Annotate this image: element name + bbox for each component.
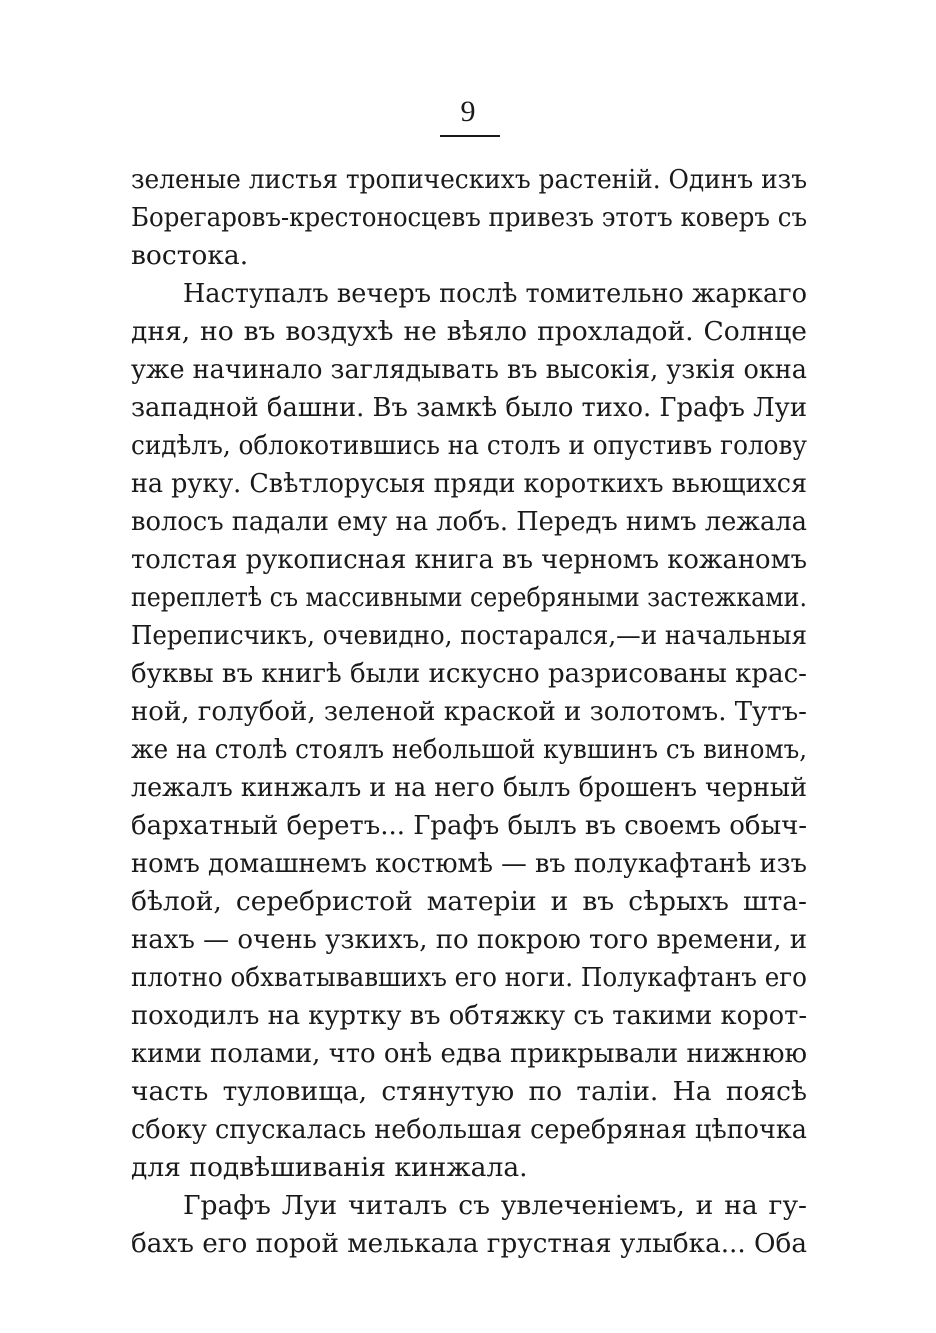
text-line: сидѣлъ, облокотившись на столъ и опустивъ голову — [131, 430, 807, 461]
text-line: востока. — [131, 240, 249, 271]
text-line: же на столѣ стоялъ небольшой кувшинъ съ виномъ, — [131, 734, 808, 765]
text-line: волосъ падали ему на лобъ. Передъ нимъ лежала — [131, 506, 807, 537]
text-line: лежалъ кинжалъ и на него былъ брошенъ черный — [131, 772, 808, 803]
text-line: толстая рукописная книга въ черномъ кожаномъ — [131, 544, 808, 575]
text-line: зеленые листья тропическихъ растеній. Одинъ изъ — [131, 164, 808, 195]
text-line: плотно обхватывавшихъ его ноги. Полукафтанъ его — [131, 962, 807, 993]
page-number-rule — [440, 135, 500, 137]
text-line: западной башни. Въ замкѣ было тихо. Графъ Луи — [131, 392, 808, 423]
text-line: ной, голубой, зеленой краской и золотомъ. Тутъ- — [131, 696, 807, 727]
body-text — [131, 161, 807, 1263]
text-line: бахъ его порой мелькала грустная улыбка... Оба — [131, 1228, 807, 1259]
paragraph — [131, 275, 807, 1187]
text-line: уже начинало заглядывать въ высокія, узкія окна — [131, 354, 807, 385]
text-line: Наступалъ вечеръ послѣ томительно жаркаго — [182, 278, 807, 309]
text-line: походилъ на куртку въ обтяжку съ такими корот- — [131, 1000, 808, 1031]
text-line: бархатный беретъ... Графъ былъ въ своемъ обыч- — [131, 810, 808, 841]
text-line: часть туловища, стянутую по таліи. На поясѣ — [131, 1076, 807, 1107]
text-line: переплетѣ съ массивными серебряными застежками. — [131, 582, 807, 613]
paragraph — [131, 161, 807, 275]
text-line: сбоку спускалась небольшая серебряная цѣпочка — [131, 1114, 807, 1145]
text-line: для подвѣшиванія кинжала. — [131, 1152, 528, 1183]
paragraph — [131, 1187, 807, 1263]
text-line: на руку. Свѣтлорусыя пряди короткихъ вьющихся — [131, 468, 808, 499]
text-line: нахъ — очень узкихъ, по покрою того времени, и — [131, 924, 807, 955]
text-line: кими полами, что онѣ едва прикрывали нижнюю — [131, 1038, 808, 1069]
page-number: 9 — [460, 95, 476, 128]
text-line: бѣлой, серебристой матеріи и въ сѣрыхъ шта- — [131, 886, 807, 917]
text-line: Борегаровъ-крестоносцевъ привезъ этотъ коверъ съ — [131, 202, 808, 233]
text-line: буквы въ книгѣ были искусно разрисованы крас- — [131, 658, 807, 689]
text-line: номъ домашнемъ костюмѣ — въ полукафтанѣ изъ — [131, 848, 807, 879]
text-line: Графъ Луи читалъ съ увлеченіемъ, и на гу- — [183, 1190, 807, 1221]
text-line: дня, но въ воздухѣ не вѣяло прохладой. Солнце — [131, 316, 807, 347]
text-line: Переписчикъ, очевидно, постарался,—и начальныя — [131, 620, 808, 651]
